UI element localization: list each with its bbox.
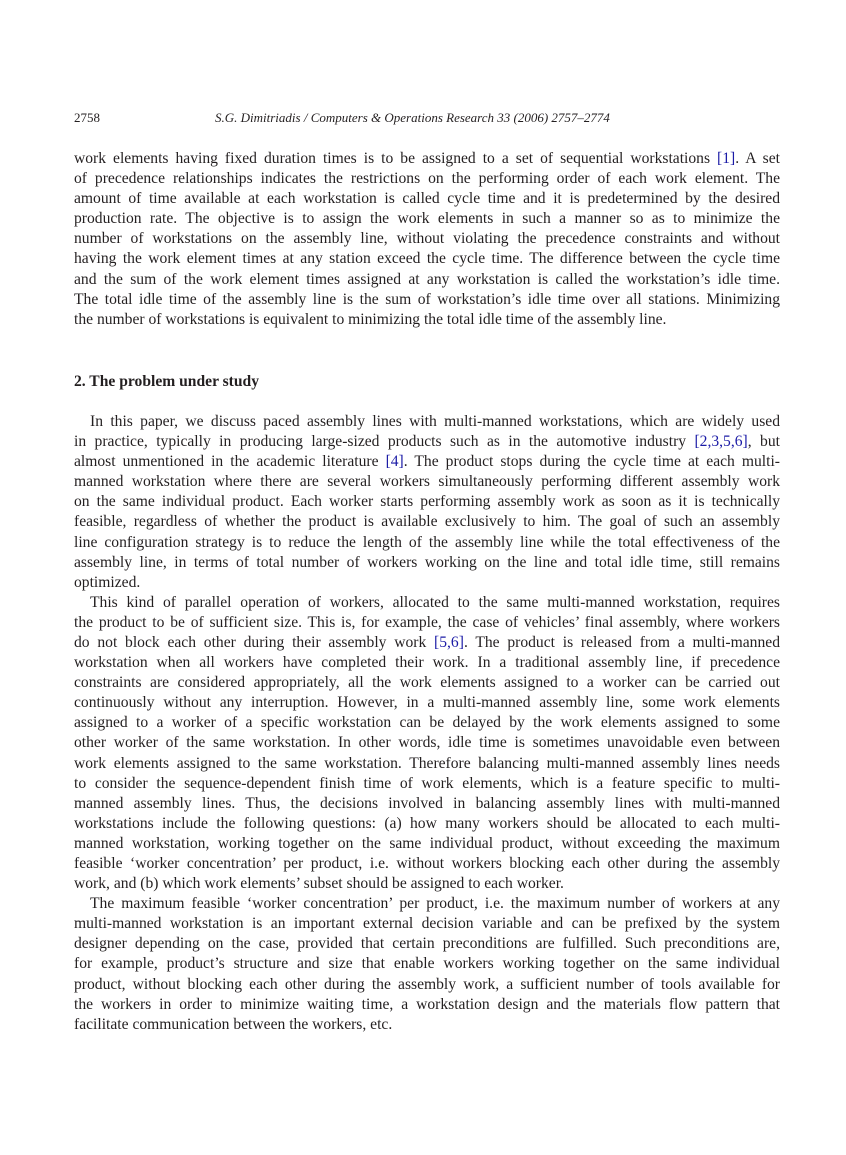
text-line — [74, 774, 780, 794]
text-span: the number of workstations is equivalent to minimizing the total idle time of the assembly line. — [74, 310, 667, 328]
text-span: amount of time available at each workstation is called cycle time and it is predetermined by the desired — [74, 190, 780, 208]
text-line — [74, 713, 780, 733]
text-span: do not block each other during their assembly work — [74, 633, 435, 651]
text-line — [74, 229, 780, 249]
text-line — [74, 412, 780, 432]
text-line — [74, 472, 780, 492]
text-span: , but — [747, 433, 780, 451]
running-head-citation: S.G. Dimitriadis / Computers & Operations Research 33 (2006) 2757–2774 — [215, 110, 610, 125]
text-line — [74, 975, 780, 995]
text-span: to consider the sequence-dependent finish time of work elements, which is a feature specific to multi- — [74, 774, 780, 792]
text-span: feasible, regardless of whether the product is available exclusively to him. The goal of such an assembly — [74, 513, 780, 531]
text-span: constraints are considered appropriately, all the work elements assigned to a worker can be carried out — [74, 674, 780, 692]
section-heading: 2. The problem under study — [74, 372, 260, 390]
text-line — [74, 914, 780, 934]
text-line — [74, 452, 780, 472]
text-line — [74, 533, 780, 553]
text-line — [74, 894, 780, 914]
text-span: work, and (b) which work elements’ subset should be assigned to each worker. — [74, 875, 564, 893]
text-line — [74, 432, 780, 452]
text-span: assigned to a worker of a specific workstation can be delayed by the work elements assigned to some — [74, 714, 780, 732]
text-line — [74, 653, 780, 673]
text-span: . The product is released from a multi-manned — [463, 633, 780, 651]
text-span: other worker of the same workstation. In other words, idle time is sometimes unavoidable even between — [74, 734, 780, 752]
text-span: assembly line, in terms of total number of workers working on the line and total idle time, still remains — [74, 553, 780, 571]
paragraph — [74, 894, 780, 1035]
text-line — [74, 492, 780, 512]
text-line — [74, 673, 780, 693]
text-span: on the same individual product. Each worker starts performing assembly work as soon as it is technically — [74, 493, 780, 511]
text-span: having the work element times at any station exceed the cycle time. The difference between the cycle time — [74, 250, 780, 268]
text-line — [74, 149, 780, 169]
text-line — [74, 249, 780, 269]
text-span: The total idle time of the assembly line is the sum of workstation’s idle time over all stations. Minimizing — [74, 290, 780, 308]
text-span: . A set — [735, 150, 780, 167]
text-span: number of workstations on the assembly line, without violating the precedence constraints and without — [74, 230, 780, 248]
text-span: multi-manned workstation is an important external decision variable and can be prefixed by the system — [74, 915, 780, 933]
text-line — [74, 593, 780, 613]
text-span: workstations include the following questions: (a) how many workers should be allocated to each multi- — [74, 814, 780, 832]
text-span: This kind of parallel operation of workers, allocated to the same multi-manned workstation, requires — [90, 593, 780, 611]
text-span: manned assembly lines. Thus, the decisions involved in balancing assembly lines with multi-manned — [74, 794, 780, 812]
text-span: facilitate communication between the workers, etc. — [74, 1015, 393, 1033]
text-span: the workers in order to minimize waiting time, a workstation design and the materials flow pattern that — [74, 995, 780, 1013]
running-header — [74, 110, 780, 128]
text-span: continuously without any interruption. However, in a multi-manned assembly line, some work elements — [74, 694, 780, 712]
text-line — [74, 794, 780, 814]
text-line — [74, 553, 780, 573]
text-line — [74, 169, 780, 189]
text-line — [74, 633, 780, 653]
text-span: manned workstation, working together on the same individual product, without exceeding the maximum — [74, 834, 780, 852]
text-span: for example, product’s structure and size that enable workers working together on the same individual — [74, 955, 780, 973]
text-line — [74, 189, 780, 209]
text-line — [74, 754, 780, 774]
paragraph — [74, 593, 780, 894]
text-line — [74, 995, 780, 1015]
text-span: and the sum of the work element times assigned at any workstation is called the workstation’s idle time. — [74, 270, 780, 288]
text-line — [74, 733, 780, 753]
text-line — [74, 874, 780, 894]
intro-paragraph — [74, 149, 780, 330]
citation-link[interactable]: [4] — [385, 453, 404, 471]
text-span: in practice, typically in producing large-sized products such as in the automotive industry — [74, 433, 695, 451]
citation-link[interactable]: [1] — [717, 150, 736, 167]
text-line — [74, 934, 780, 954]
text-span: product, without blocking each other during the assembly work, a sufficient number of tools available for — [74, 975, 780, 993]
page-body — [74, 149, 780, 1035]
paragraph — [74, 412, 780, 593]
text-line — [74, 954, 780, 974]
paragraph — [74, 149, 780, 330]
text-span: designer depending on the case, provided that certain preconditions are fulfilled. Such preconditions are, — [74, 935, 780, 953]
text-span: optimized. — [74, 573, 141, 591]
citation-link[interactable]: [5,6] — [434, 633, 464, 651]
text-span: workstation when all workers have completed their work. In a traditional assembly line, if precedence — [74, 654, 780, 672]
text-span: line configuration strategy is to reduce the length of the assembly line while the total effectiveness of the — [74, 533, 780, 551]
text-line — [74, 834, 780, 854]
citation-link[interactable]: [2,3,5,6] — [694, 433, 748, 451]
text-span: . The product stops during the cycle time at each multi- — [403, 453, 780, 471]
text-span: work elements assigned to the same workstation. Therefore balancing multi-manned assembly lines needs — [74, 754, 780, 772]
text-line — [74, 814, 780, 834]
text-line — [74, 310, 780, 330]
text-span: production rate. The objective is to assign the work elements in such a manner so as to minimize the — [74, 210, 780, 228]
text-line — [74, 290, 780, 310]
text-span: of precedence relationships indicates the restrictions on the performing order of each work element. The — [74, 170, 780, 188]
page-number: 2758 — [74, 110, 100, 125]
text-span: In this paper, we discuss paced assembly lines with multi-manned workstations, which are widely used — [90, 412, 780, 430]
text-span: feasible ‘worker concentration’ per product, i.e. without workers blocking each other during the assembly — [74, 855, 780, 872]
text-line — [74, 270, 780, 290]
text-line — [74, 693, 780, 713]
text-line — [74, 1015, 780, 1035]
text-line — [74, 512, 780, 532]
text-line — [74, 573, 780, 593]
text-span: work elements having fixed duration times is to be assigned to a set of sequential workstations — [74, 150, 718, 167]
text-line — [74, 613, 780, 633]
text-span: The maximum feasible ‘worker concentration’ per product, i.e. the maximum number of workers at any — [90, 895, 780, 913]
text-line — [74, 854, 780, 874]
section-body — [74, 412, 780, 1035]
text-span: the product to be of sufficient size. This is, for example, the case of vehicles’ final assembly, where workers — [74, 613, 780, 631]
text-span: manned workstation where there are several workers simultaneously performing different assembly work — [74, 473, 780, 491]
text-line — [74, 209, 780, 229]
text-span: almost unmentioned in the academic literature — [74, 453, 386, 471]
